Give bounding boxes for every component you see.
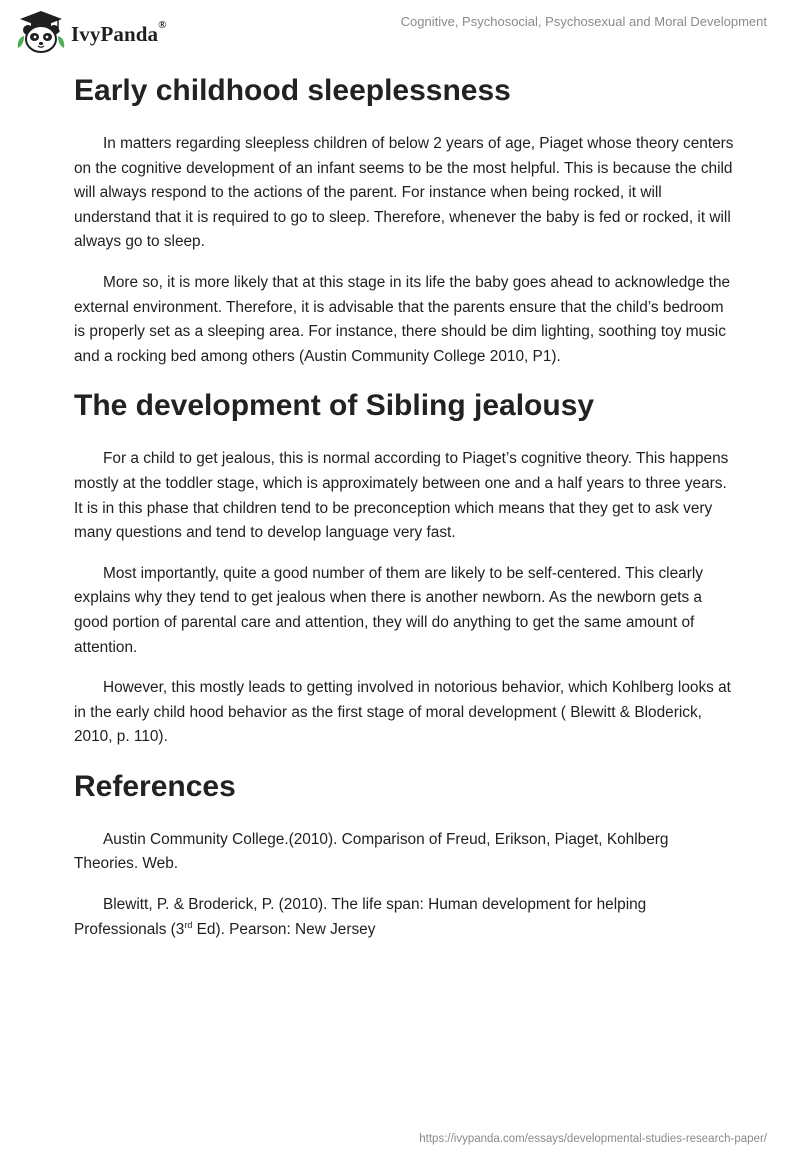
reference-text: Ed). Pearson: New Jersey xyxy=(192,920,376,938)
paragraph: For a child to get jealous, this is normal according to Piaget’s cognitive theory. This happens mostly at the toddler stage, which is approximately between one and a half years to three years. It is in this phase that children tend to be preconception which means that they get to ask very many questions and tend to develop language very fast. xyxy=(74,450,729,542)
panda-graduate-icon xyxy=(14,8,68,54)
ivypanda-logo[interactable] xyxy=(14,8,167,54)
section-heading: References xyxy=(74,769,236,803)
paragraph: More so, it is more likely that at this stage in its life the baby goes ahead to acknowledge the external environment. Therefore, it is advisable that the parents ensure that the child’s bedroom is properly set as a sleeping area. For instance, there should be dim lighting, soothing toy music and a rocking bed among others (Austin Community College 2010, P1). xyxy=(74,273,731,365)
paragraph: However, this mostly leads to getting involved in notorious behavior, which Kohlberg looks at in the early child hood behavior as the first stage of moral development ( Blewitt & Bloderick, 2010, p. 110). xyxy=(74,679,731,746)
logo-wordmark: IvyPanda® xyxy=(71,18,167,46)
registered-mark: ® xyxy=(158,18,167,31)
essay-content xyxy=(74,70,734,942)
ordinal-superscript: rd xyxy=(184,919,193,930)
reference-text: Blewitt, P. & Broderick, P. (2010). The life span: Human development for helping Professionals (3 xyxy=(74,896,647,938)
section-heading: The development of Sibling jealousy xyxy=(74,389,595,423)
document-title: Cognitive, Psychosocial, Psychosexual and Moral Development xyxy=(400,14,767,29)
section-heading: Early childhood sleeplessness xyxy=(74,74,511,107)
reference-entry xyxy=(74,893,734,942)
page-header xyxy=(0,0,800,60)
source-url[interactable]: https://ivypanda.com/essays/developmental-studies-research-paper/ xyxy=(419,1133,767,1145)
reference-entry: Austin Community College.(2010). Comparison of Freud, Erikson, Piaget, Kohlberg Theories. Web. xyxy=(74,830,669,873)
paragraph: In matters regarding sleepless children of below 2 years of age, Piaget whose theory centers on the cognitive development of an infant seems to be the most helpful. This is because the child will always respond to the actions of the parent. For instance when being rocked, it will understand that it is required to go to sleep. Therefore, whenever the baby is fed or rocked, it will always go to sleep. xyxy=(74,135,734,251)
paragraph: Most importantly, quite a good number of them are likely to be self-centered. This clearly explains why they tend to get jealous when there is another newborn. As the newborn gets a good portion of parental care and attention, they will do anything to get the same amount of attention. xyxy=(74,564,703,656)
